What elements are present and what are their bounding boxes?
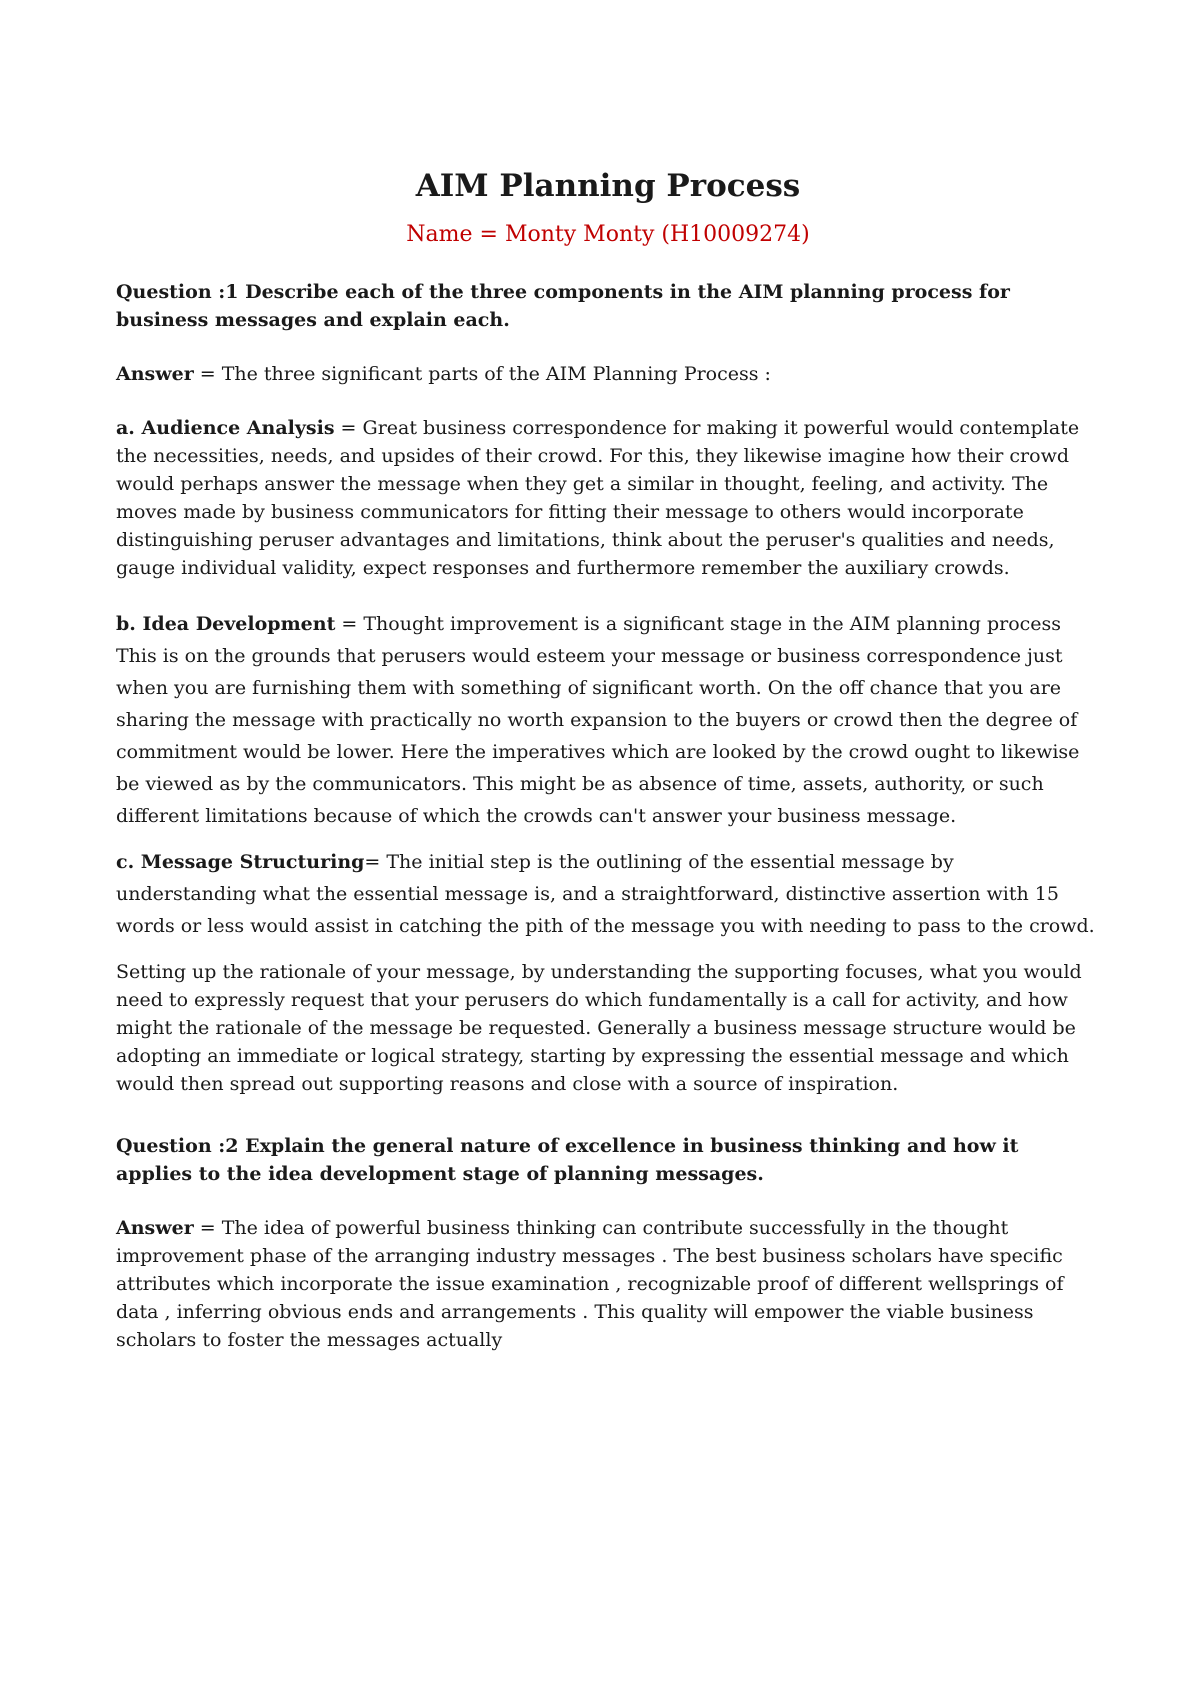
- answer-label: Answer: [116, 363, 194, 385]
- answer-2-paragraph: [116, 1214, 1100, 1354]
- message-structuring-paragraph: [116, 846, 1100, 942]
- message-structuring-label: c. Message Structuring: [116, 851, 365, 873]
- idea-development-label: b. Idea Development: [116, 613, 336, 635]
- audience-analysis-text: = Great business correspondence for making it powerful would contemplate the necessities, needs, and upsides of their crowd. For this, they likewise imagine how their crowd would perhaps answer the message when they get a similar in thought, feeling, and activity. The moves made by business communicators for fitting their message to others would incorporate distinguishing peruser advantages and limitations, think about the peruser's qualities and needs, gauge individual validity, expect responses and furthermore remember the auxiliary crowds.: [116, 417, 1080, 579]
- question-1: Question :1 Describe each of the three components in the AIM planning process for business messages and explain each.: [116, 281, 1010, 331]
- idea-development-paragraph: [116, 608, 1100, 832]
- question-2: Question :2 Explain the general nature of excellence in business thinking and how it applies to the idea development stage of planning messages.: [116, 1135, 1019, 1185]
- student-name-line: Name = Monty Monty (H10009274): [406, 222, 810, 247]
- document-title: AIM Planning Process: [415, 168, 801, 204]
- answer-2-text: = The idea of powerful business thinking can contribute successfully in the thought improvement phase of the arranging industry messages . The best business scholars have specific attributes which incorporate the issue examination , recognizable proof of different wellsprings of data , inferring obvious ends and arrangements . This quality will empower the viable business scholars to foster the messages actually: [116, 1217, 1064, 1351]
- idea-development-text: = Thought improvement is a significant stage in the AIM planning process This is on the grounds that perusers would esteem your message or business correspondence just when you are furnishing them with something of significant worth. On the off chance that you are sharing the message with practically no worth expansion to the buyers or crowd then the degree of commitment would be lower. Here the imperatives which are looked by the crowd ought to likewise be viewed as by the communicators. This might be as absence of time, assets, authority, or such different limitations because of which the crowds can't answer your business message.: [116, 613, 1080, 827]
- answer-1-intro: [116, 360, 1100, 388]
- message-structuring-followup: Setting up the rationale of your message, by understanding the supporting focuses, what you would need to expressly request that your perusers do which fundamentally is a call for activity, and how might the rationale of the message be requested. Generally a business message structure would be adopting an immediate or logical strategy, starting by expressing the essential message and which would then spread out supporting reasons and close with a source of inspiration.: [116, 961, 1082, 1095]
- audience-analysis-paragraph: [116, 414, 1100, 582]
- answer-1-intro-text: = The three significant parts of the AIM Planning Process :: [193, 363, 771, 385]
- answer-label: Answer: [116, 1217, 194, 1239]
- audience-analysis-label: a. Audience Analysis: [116, 417, 335, 439]
- message-structuring-text: = The initial step is the outlining of the essential message by understanding what the essential message is, and a straightforward, distinctive assertion with 15 words or less would assist in catching the pith of the message you with needing to pass to the crowd.: [116, 851, 1095, 937]
